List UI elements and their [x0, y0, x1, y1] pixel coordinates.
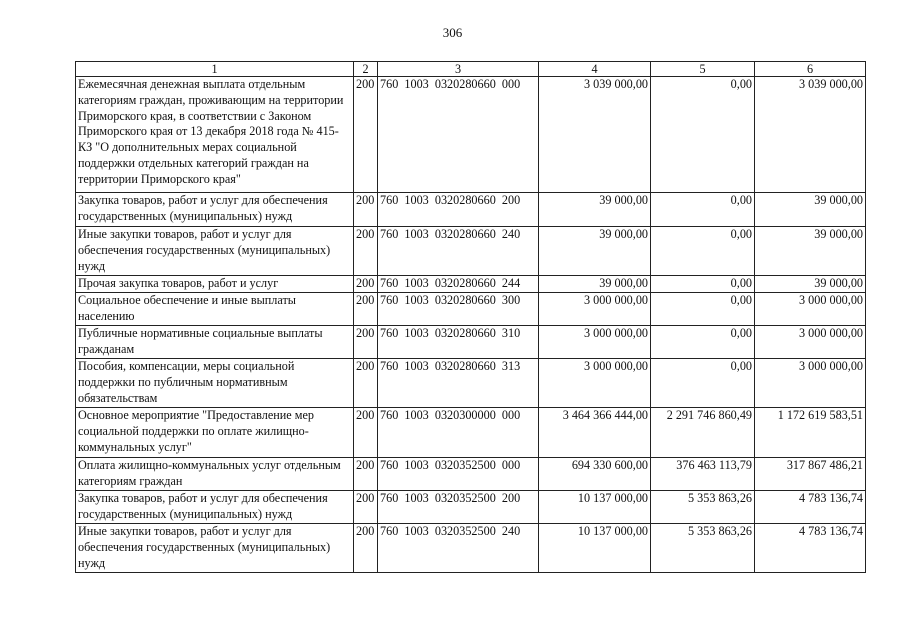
row-amount-5: 5 353 863,26	[651, 491, 755, 524]
row-amount-4: 694 330 600,00	[539, 458, 651, 491]
row-amount-4: 3 000 000,00	[539, 326, 651, 359]
row-amount-5: 5 353 863,26	[651, 524, 755, 573]
row-name: Социальное обеспечение и иные выплаты населению	[76, 293, 354, 326]
row-amount-5: 0,00	[651, 326, 755, 359]
table-row	[76, 491, 866, 524]
row-code-2: 200	[354, 193, 378, 227]
table-row	[76, 458, 866, 491]
row-amount-6: 4 783 136,74	[755, 524, 866, 573]
row-code-3: 760 1003 0320280660 310	[378, 326, 539, 359]
row-amount-6: 3 000 000,00	[755, 326, 866, 359]
row-amount-4: 3 000 000,00	[539, 293, 651, 326]
column-header-3: 3	[378, 62, 539, 77]
row-code-2: 200	[354, 77, 378, 193]
row-name: Пособия, компенсации, меры социальной поддержки по публичным нормативным обязательствам	[76, 359, 354, 408]
row-code-3: 760 1003 0320352500 200	[378, 491, 539, 524]
row-name: Публичные нормативные социальные выплаты гражданам	[76, 326, 354, 359]
row-code-2: 200	[354, 408, 378, 458]
row-amount-4: 3 039 000,00	[539, 77, 651, 193]
row-code-3: 760 1003 0320280660 300	[378, 293, 539, 326]
row-code-3: 760 1003 0320280660 244	[378, 276, 539, 293]
row-code-2: 200	[354, 458, 378, 491]
column-header-5: 5	[651, 62, 755, 77]
row-name: Закупка товаров, работ и услуг для обеспечения государственных (муниципальных) нужд	[76, 193, 354, 227]
row-name: Закупка товаров, работ и услуг для обеспечения государственных (муниципальных) нужд	[76, 491, 354, 524]
row-amount-5: 0,00	[651, 227, 755, 276]
row-amount-6: 1 172 619 583,51	[755, 408, 866, 458]
row-amount-6: 3 039 000,00	[755, 77, 866, 193]
row-code-3: 760 1003 0320352500 240	[378, 524, 539, 573]
row-code-3: 760 1003 0320300000 000	[378, 408, 539, 458]
row-amount-5: 0,00	[651, 276, 755, 293]
table-row	[76, 408, 866, 458]
row-code-2: 200	[354, 326, 378, 359]
row-amount-4: 3 464 366 444,00	[539, 408, 651, 458]
row-amount-5: 0,00	[651, 77, 755, 193]
row-amount-4: 10 137 000,00	[539, 524, 651, 573]
table-row	[76, 326, 866, 359]
row-amount-6: 3 000 000,00	[755, 293, 866, 326]
page-number: 306	[442, 25, 463, 40]
row-amount-5: 0,00	[651, 293, 755, 326]
row-code-3: 760 1003 0320280660 240	[378, 227, 539, 276]
row-code-3: 760 1003 0320280660 313	[378, 359, 539, 408]
row-name: Ежемесячная денежная выплата отдельным категориям граждан, проживающим на территории Приморского края, в соответствии с Законом Приморского края от 13 декабря 2018 года № 415-КЗ "О дополнительных мерах социальной поддержки отдельных категорий граждан на территории Приморского края"	[76, 77, 354, 193]
table-row	[76, 524, 866, 573]
row-amount-6: 3 000 000,00	[755, 359, 866, 408]
table-row	[76, 193, 866, 227]
row-amount-6: 39 000,00	[755, 276, 866, 293]
table-row	[76, 293, 866, 326]
row-amount-5: 0,00	[651, 193, 755, 227]
row-amount-6: 39 000,00	[755, 193, 866, 227]
row-amount-4: 39 000,00	[539, 227, 651, 276]
column-header-4: 4	[539, 62, 651, 77]
row-code-3: 760 1003 0320280660 000	[378, 77, 539, 193]
row-code-3: 760 1003 0320280660 200	[378, 193, 539, 227]
row-name: Иные закупки товаров, работ и услуг для обеспечения государственных (муниципальных) нужд	[76, 524, 354, 573]
table-row	[76, 276, 866, 293]
row-name: Иные закупки товаров, работ и услуг для обеспечения государственных (муниципальных) нужд	[76, 227, 354, 276]
row-code-2: 200	[354, 293, 378, 326]
row-code-2: 200	[354, 359, 378, 408]
row-amount-4: 3 000 000,00	[539, 359, 651, 408]
row-code-2: 200	[354, 524, 378, 573]
row-code-2: 200	[354, 491, 378, 524]
row-amount-4: 39 000,00	[539, 193, 651, 227]
row-amount-5: 2 291 746 860,49	[651, 408, 755, 458]
row-amount-4: 39 000,00	[539, 276, 651, 293]
row-amount-4: 10 137 000,00	[539, 491, 651, 524]
row-amount-6: 4 783 136,74	[755, 491, 866, 524]
table-row	[76, 77, 866, 193]
table-row	[76, 227, 866, 276]
column-header-6: 6	[755, 62, 866, 77]
row-name: Основное мероприятие "Предоставление мер социальной поддержки по оплате жилищно-коммунальных услуг"	[76, 408, 354, 458]
table-row	[76, 359, 866, 408]
row-amount-5: 0,00	[651, 359, 755, 408]
row-amount-6: 317 867 486,21	[755, 458, 866, 491]
column-header-1: 1	[76, 62, 354, 77]
row-name: Оплата жилищно-коммунальных услуг отдельным категориям граждан	[76, 458, 354, 491]
row-code-3: 760 1003 0320352500 000	[378, 458, 539, 491]
row-amount-6: 39 000,00	[755, 227, 866, 276]
row-code-2: 200	[354, 276, 378, 293]
row-name: Прочая закупка товаров, работ и услуг	[76, 276, 354, 293]
budget-table	[75, 61, 866, 573]
row-amount-5: 376 463 113,79	[651, 458, 755, 491]
column-number-row	[76, 62, 866, 77]
row-code-2: 200	[354, 227, 378, 276]
column-header-2: 2	[354, 62, 378, 77]
